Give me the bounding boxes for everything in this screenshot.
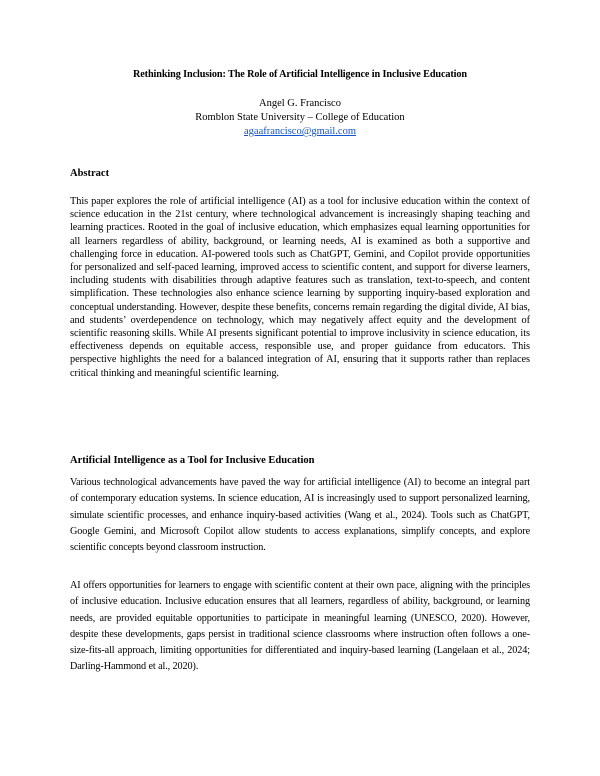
paper-title: Rethinking Inclusion: The Role of Artificial Intelligence in Inclusive Education <box>133 69 467 80</box>
author-block <box>0 97 600 139</box>
author-email-link[interactable]: agaafrancisco@gmail.com <box>244 126 356 137</box>
abstract-heading: Abstract <box>70 168 110 179</box>
abstract-text: This paper explores the role of artificial intelligence (AI) as a tool for inclusive education within the context of science education in the 21st century, where technological advancement is increasingly shaping teaching and learning practices. Rooted in the goal of inclusive education, which emphasizes equal learning opportunities for all learners regardless of ability, background, or learning needs, AI is examined as both a supportive and challenging force in education. AI-powered tools such as ChatGPT, Gemini, and Copilot provide opportunities for personalized and self-paced learning, improved access to scientific content, and support for diverse learners, including students with disabilities through adaptive features such as translation, text-to-speech, and content simplification. These technologies also enhance science learning by supporting inquiry-based exploration and conceptual understanding. However, despite these benefits, concerns remain regarding the digital divide, AI bias, and students’ overdependence on technology, which may negatively affect equity and the development of scientific reasoning skills. While AI presents significant potential to improve inclusivity in science education, its effectiveness depends on equitable access, responsible use, and proper guidance from educators. This perspective highlights the need for a balanced integration of AI, ensuring that it supports rather than replaces critical thinking and meaningful scientific learning. <box>70 196 531 379</box>
body-paragraph-1: Various technological advancements have paved the way for artificial intelligence (AI) to become an integral part of contemporary education systems. In science education, AI is increasingly used to support personalized learning, simulate scientific processes, and enhance inquiry-based activities (Wang et al., 2024). Tools such as ChatGPT, Google Gemini, and Microsoft Copilot allow students to access explanations, simplify concepts, and explore scientific concepts beyond classroom instruction. <box>70 477 530 554</box>
body-paragraph-2: AI offers opportunities for learners to engage with scientific content at their own pace, aligning with the principles of inclusive education. Inclusive education ensures that all learners, regardless of ability, background, or learning needs, are provided equitable opportunities to participate in meaningful learning (UNESCO, 2020). However, despite these developments, gaps persist in traditional science classrooms where instruction often follows a one-size-fits-all approach, limiting opportunities for differentiated and inquiry-based learning (Langelaan et al., 2024; Darling-Hammond et al., 2020). <box>70 580 530 673</box>
author-name: Angel G. Francisco <box>259 98 341 109</box>
author-affiliation: Romblon State University – College of Education <box>195 112 405 123</box>
section-heading: Artificial Intelligence as a Tool for Inclusive Education <box>70 455 315 466</box>
